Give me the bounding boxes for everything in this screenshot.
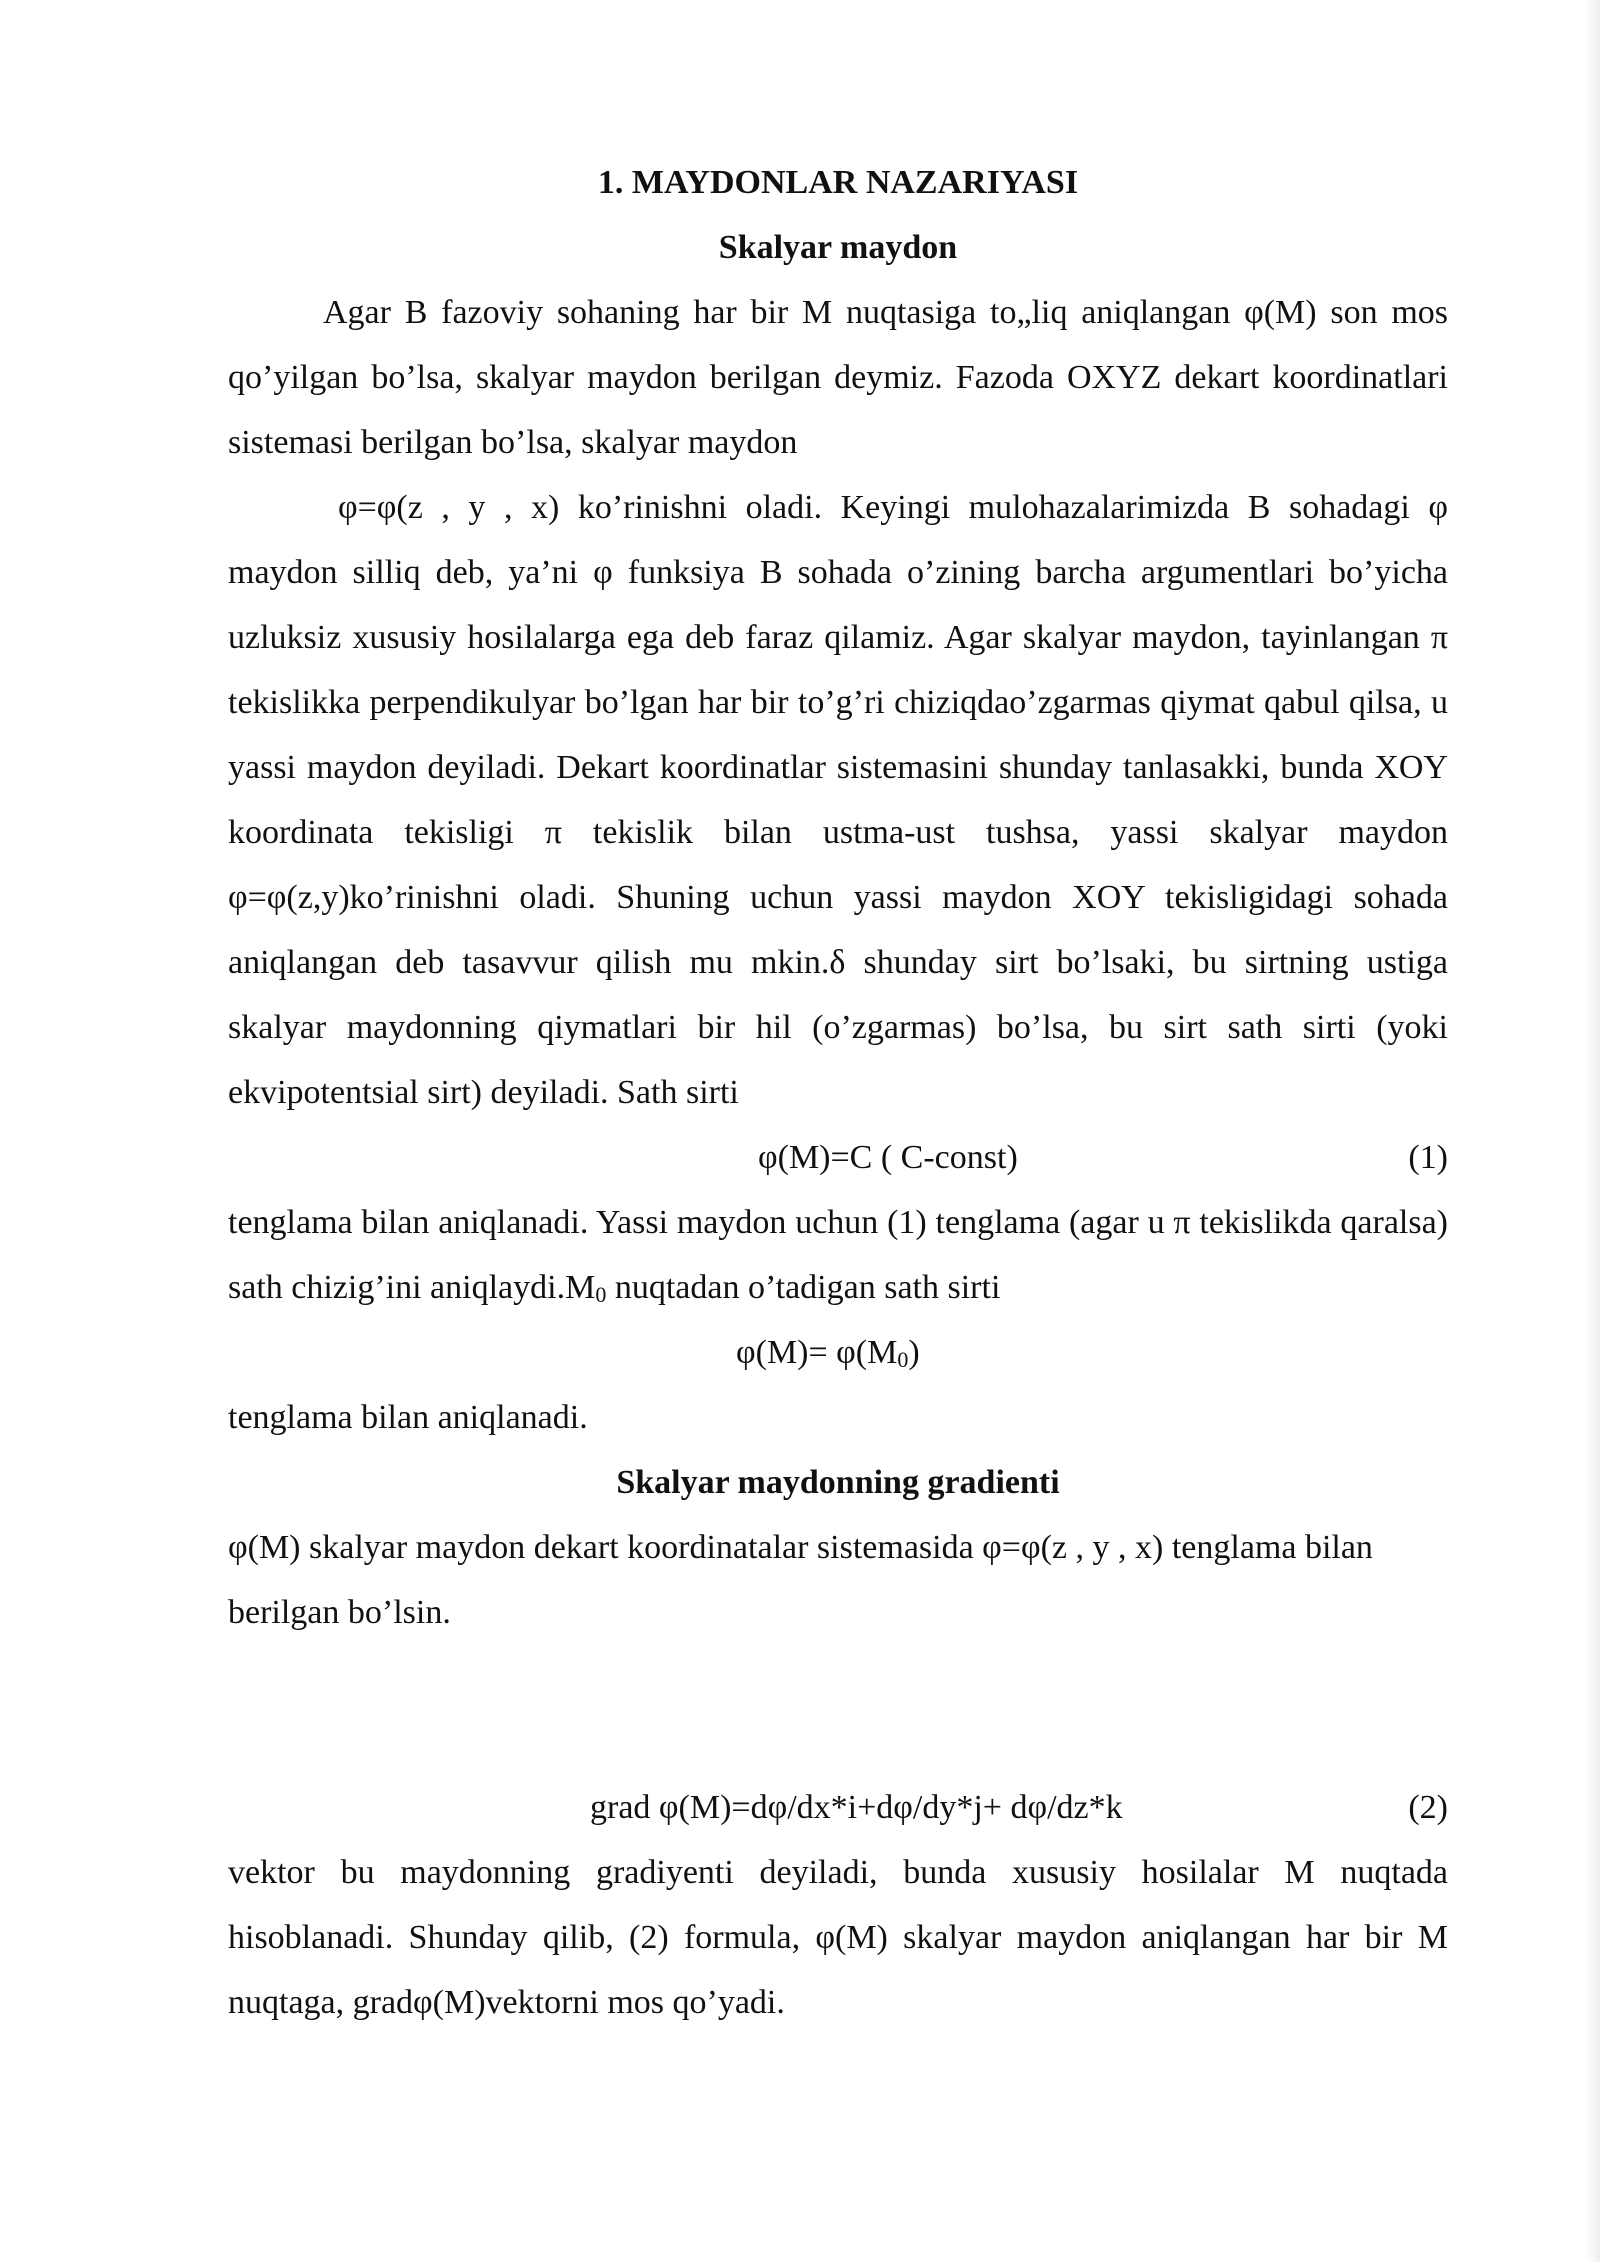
paragraph-smooth-field: φ=φ(z , y , x) ko’rinishni oladi. Keyingi mulohazalarimizda B sohadagi φ maydon silliq deb, ya’ni φ funksiya B sohada o’zining barcha argumentlari bo’yicha uzluksiz xususiy hosilalarga ega deb faraz qilamiz. Agar skalyar maydon, tayinlangan π tekislikka perpendikulyar bo’lgan har bir to’g’ri chiziqdao’zgarmas qiymat qabul qilsa, u yassi maydon deyiladi. Dekart koordinatlar sistemasini shunday tanlasakki, bunda XOY koordinata tekisligi π tekislik bilan ustma-ust tushsa, yassi skalyar maydon φ=φ(z,y)ko’rinishni oladi. Shuning uchun yassi maydon XOY tekisligidagi sohada aniqlangan deb tasavvur qilish mu mkin.δ shunday sirt bo’lsaki, bu sirtning ustiga skalyar maydonning qiymatlari bir hil (o’zgarmas) bo’lsa, bu sirt sath sirti (yoki ekvipotentsial sirt) deyiladi. Sath sirti <box>228 489 1448 1111</box>
paragraph-level-line-tail: nuqtadan o’tadigan sath sirti <box>606 1269 1001 1306</box>
formula-1: φ(M)=C ( C-const) <box>758 1139 1018 1176</box>
formula-2: grad φ(M)=dφ/dx*i+dφ/dy*j+ dφ/dz*k <box>590 1789 1123 1826</box>
paragraph-definition: Agar B fazoviy sohaning har bir M nuqtasiga to„liq aniqlangan φ(M) son mos qo’yilgan bo’lsa, skalyar maydon berilgan deymiz. Fazoda OXYZ dekart koordinatlari sistemasi berilgan bo’lsa, skalyar maydon <box>228 294 1448 461</box>
chapter-title: 1. MAYDONLAR NAZARIYASI <box>597 164 1079 201</box>
formula-level-surface <box>228 1125 1448 1190</box>
formula-m0-subscript: 0 <box>897 1347 909 1372</box>
page-edge-shadow <box>1586 0 1600 2262</box>
formula-1-number: (1) <box>1408 1139 1448 1176</box>
formula-level-surface-point <box>228 1320 1448 1385</box>
formula-2-number: (2) <box>1408 1789 1448 1826</box>
document-page <box>228 150 1448 2035</box>
paragraph-gradient-intro: φ(M) skalyar maydon dekart koordinatalar sistemasida φ=φ(z , y , x) tenglama bilan berilgan bo’lsin. <box>228 1529 1373 1631</box>
formula-m0-close: ) <box>908 1334 920 1371</box>
blank-space <box>228 1645 1448 1775</box>
subscript-zero: 0 <box>595 1282 607 1307</box>
formula-m0-text: φ(M)= φ(M <box>736 1334 898 1371</box>
section-heading-scalar-field: Skalyar maydon <box>718 229 958 266</box>
section-heading-gradient: Skalyar maydonning gradienti <box>616 1464 1060 1501</box>
paragraph-gradient-definition: vektor bu maydonning gradiyenti deyiladi, bunda xususiy hosilalar M nuqtada hisoblanadi. Shunday qilib, (2) formula, φ(M) skalyar maydon aniqlangan har bir M nuqtaga, gradφ(M)vektorni mos qo’yadi. <box>228 1854 1448 2021</box>
paragraph-level-line <box>228 1190 1448 1320</box>
paragraph-defined-by-equation: tenglama bilan aniqlanadi. <box>228 1399 588 1436</box>
paragraph-level-line-text: tenglama bilan aniqlanadi. Yassi maydon uchun (1) tenglama (agar u π tekislikda qaralsa) sath chizig’ini aniqlaydi.M <box>228 1204 1448 1306</box>
formula-gradient <box>228 1775 1448 1840</box>
formula-m0 <box>736 1320 920 1385</box>
